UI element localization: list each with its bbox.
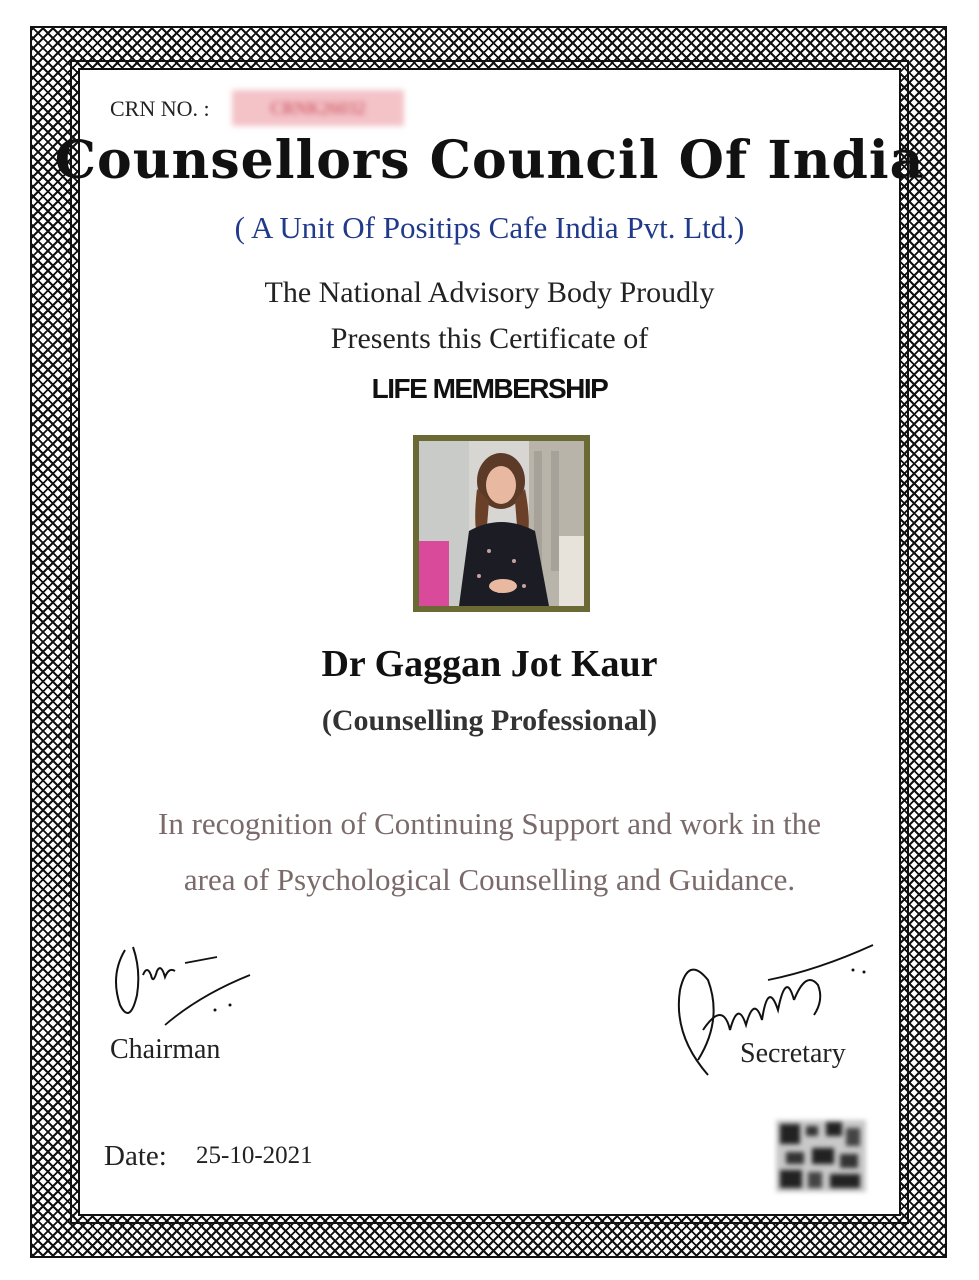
signature-icon xyxy=(105,935,255,1030)
recognition-line-2: area of Psychological Counselling and Guidance. xyxy=(183,862,796,897)
chairman-label: Chairman xyxy=(110,1034,221,1065)
presents-line-2: Presents this Certificate of xyxy=(330,322,649,355)
recipient-role: (Counselling Professional) xyxy=(321,704,658,737)
secretary-label: Secretary xyxy=(740,1038,846,1069)
portrait-photo-icon xyxy=(419,441,584,606)
organization-subtitle: ( A Unit Of Positips Cafe India Pvt. Ltd.) xyxy=(234,210,745,245)
chairman-signature xyxy=(105,935,255,1035)
date-value: 25-10-2021 xyxy=(196,1142,313,1169)
crn-value-redacted: CRNK26032 xyxy=(232,90,404,126)
recipient-name: Dr Gaggan Jot Kaur xyxy=(321,643,658,685)
recipient-photo xyxy=(413,435,590,612)
organization-title: Counsellors Council Of India xyxy=(54,130,925,191)
qr-code-redacted xyxy=(776,1120,866,1192)
recognition-line-1: In recognition of Continuing Support and work in the xyxy=(158,806,821,841)
presents-line-1: The National Advisory Body Proudly xyxy=(264,276,715,309)
crn-label: CRN NO. : xyxy=(110,96,210,121)
membership-type: LIFE MEMBERSHIP xyxy=(371,373,608,404)
qr-code-icon xyxy=(776,1120,866,1192)
date-label: Date: xyxy=(104,1140,167,1172)
